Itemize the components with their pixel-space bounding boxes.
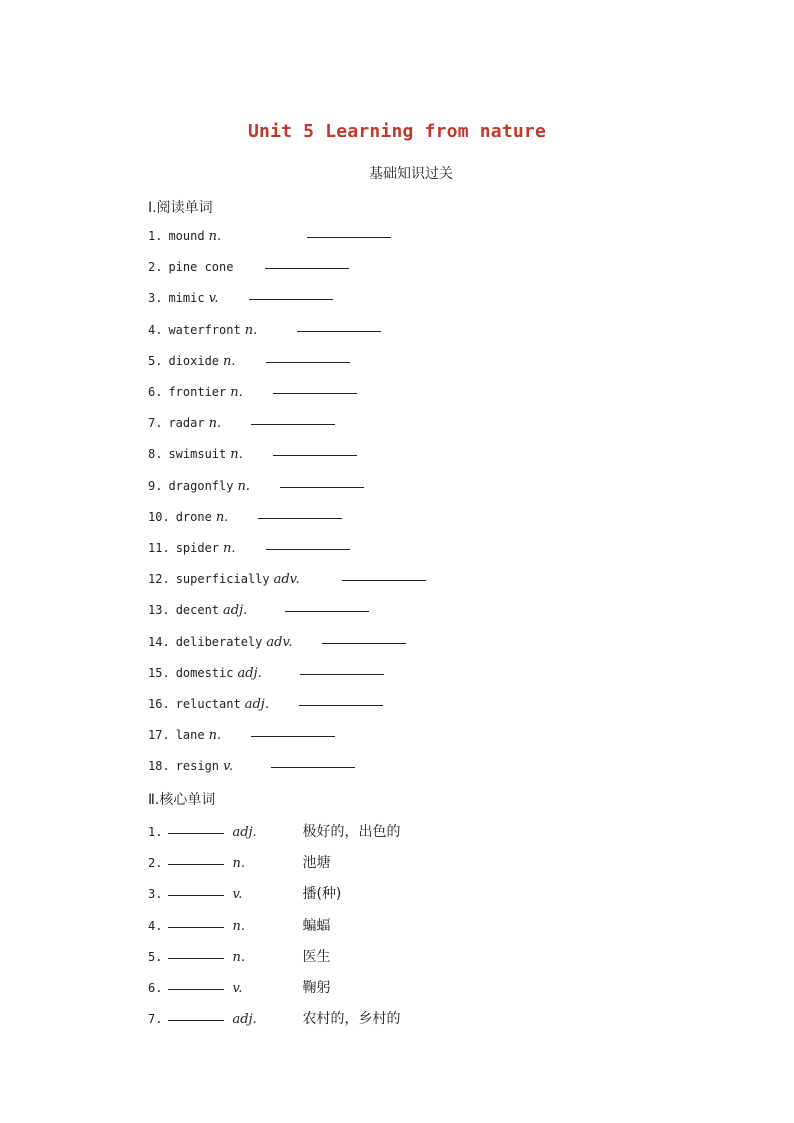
part-of-speech: n. — [230, 447, 243, 463]
part-of-speech: n. — [244, 322, 258, 338]
answer-blank[interactable] — [251, 423, 335, 425]
english-word: lane — [175, 728, 205, 743]
item-number: 5. — [148, 353, 163, 368]
answer-blank[interactable] — [299, 704, 383, 706]
answer-blank[interactable] — [273, 392, 357, 394]
core-word-row — [148, 1008, 400, 1028]
item-number: 4. — [148, 322, 163, 337]
reading-word-row — [148, 510, 342, 530]
part-of-speech: adj. — [232, 825, 257, 840]
part-of-speech: n. — [223, 353, 236, 369]
answer-blank[interactable] — [168, 957, 224, 959]
part-of-speech: adv. — [273, 572, 300, 588]
part-of-speech: v. — [232, 981, 243, 996]
english-word: superficially — [175, 572, 270, 587]
english-word: drone — [175, 509, 212, 524]
reading-word-row — [148, 385, 357, 405]
english-word: domestic — [175, 665, 234, 680]
section1-heading: Ⅰ.阅读单词 — [148, 200, 213, 216]
core-word-row — [148, 883, 341, 903]
part-of-speech: n. — [208, 416, 222, 432]
item-number: 2. — [148, 856, 163, 871]
part-of-speech: adv. — [266, 634, 293, 650]
item-number: 10. — [148, 509, 170, 524]
part-of-speech: v. — [232, 887, 243, 903]
item-number: 12. — [148, 572, 170, 587]
part-of-speech: n. — [208, 728, 222, 744]
english-word: dioxide — [168, 353, 220, 368]
english-word: radar — [168, 416, 205, 431]
item-number: 11. — [148, 541, 170, 555]
item-number: 13. — [148, 603, 170, 618]
core-word-row — [148, 821, 400, 841]
reading-word-row — [148, 291, 333, 311]
reading-word-row — [148, 229, 391, 249]
part-of-speech: n. — [232, 949, 245, 965]
item-number: 7. — [148, 1012, 163, 1027]
reading-word-row — [148, 541, 350, 561]
part-of-speech: n. — [223, 541, 236, 556]
item-number: 3. — [148, 887, 163, 902]
chinese-meaning: 播(种) — [302, 886, 342, 903]
item-number: 17. — [148, 728, 170, 743]
answer-blank[interactable] — [168, 988, 224, 990]
reading-word-row — [148, 603, 369, 623]
english-word: decent — [175, 603, 220, 618]
answer-blank[interactable] — [249, 298, 333, 300]
english-word: deliberately — [175, 634, 263, 649]
answer-blank[interactable] — [168, 894, 224, 896]
reading-word-row — [148, 447, 357, 467]
answer-blank[interactable] — [168, 832, 224, 834]
part-of-speech: n. — [232, 856, 245, 872]
item-number: 8. — [148, 447, 163, 462]
english-word: mound — [168, 229, 205, 243]
answer-blank[interactable] — [273, 454, 357, 456]
reading-word-row — [148, 572, 426, 592]
part-of-speech: n. — [232, 918, 245, 934]
reading-word-row — [148, 759, 355, 779]
reading-word-row — [148, 323, 381, 343]
item-number: 6. — [148, 981, 163, 995]
chinese-meaning: 医生 — [302, 948, 331, 965]
item-number: 15. — [148, 665, 170, 680]
item-number: 3. — [148, 291, 163, 306]
part-of-speech: adj. — [244, 697, 269, 712]
answer-blank[interactable] — [322, 642, 406, 644]
answer-blank[interactable] — [168, 1019, 224, 1021]
english-word: dragonfly — [168, 478, 234, 493]
item-number: 2. — [148, 260, 163, 275]
part-of-speech: n. — [215, 509, 229, 525]
answer-blank[interactable] — [300, 673, 384, 675]
page-title: Unit 5 Learning from nature — [248, 121, 546, 142]
english-word: pine cone — [168, 260, 234, 275]
part-of-speech: n. — [230, 385, 243, 400]
reading-word-row — [148, 479, 364, 499]
answer-blank[interactable] — [297, 330, 381, 332]
reading-word-row — [148, 416, 335, 436]
chinese-meaning: 蝙蝠 — [302, 917, 331, 934]
chinese-meaning: 鞠躬 — [302, 980, 331, 996]
english-word: swimsuit — [168, 447, 227, 462]
core-word-row — [148, 915, 330, 935]
reading-word-row — [148, 697, 383, 717]
answer-blank[interactable] — [266, 548, 350, 550]
core-word-row — [148, 977, 330, 997]
reading-word-row — [148, 635, 406, 655]
item-number: 14. — [148, 634, 170, 649]
item-number: 18. — [148, 759, 170, 774]
answer-blank[interactable] — [258, 517, 342, 519]
item-number: 1. — [148, 229, 163, 243]
item-number: 7. — [148, 416, 163, 431]
part-of-speech: v. — [223, 759, 233, 775]
answer-blank[interactable] — [265, 267, 349, 269]
answer-blank[interactable] — [168, 926, 224, 928]
item-number: 5. — [148, 949, 163, 964]
reading-word-row — [148, 728, 335, 748]
english-word: waterfront — [168, 322, 241, 337]
item-number: 9. — [148, 478, 163, 493]
english-word: resign — [175, 759, 220, 774]
answer-blank[interactable] — [266, 361, 350, 363]
part-of-speech: n. — [237, 478, 250, 494]
english-word: frontier — [168, 385, 227, 399]
part-of-speech: n. — [208, 229, 222, 244]
english-word: spider — [175, 541, 220, 555]
english-word: mimic — [168, 291, 205, 306]
core-word-row — [148, 852, 330, 872]
item-number: 16. — [148, 697, 170, 711]
item-number: 1. — [148, 825, 163, 839]
item-number: 4. — [148, 918, 163, 933]
english-word: reluctant — [175, 697, 241, 711]
section2-heading: Ⅱ.核心单词 — [148, 792, 216, 808]
reading-word-row — [148, 354, 350, 374]
reading-word-row — [148, 666, 384, 686]
answer-blank[interactable] — [307, 236, 391, 238]
part-of-speech: adj. — [237, 665, 262, 681]
part-of-speech: adj. — [223, 603, 248, 619]
section-subtitle: 基础知识过关 — [369, 166, 453, 182]
answer-blank[interactable] — [168, 863, 224, 865]
answer-blank[interactable] — [285, 610, 369, 612]
chinese-meaning: 极好的，出色的 — [302, 824, 401, 840]
core-word-row — [148, 946, 330, 966]
chinese-meaning: 农村的，乡村的 — [302, 1011, 401, 1028]
item-number: 6. — [148, 385, 163, 399]
answer-blank[interactable] — [271, 766, 355, 768]
part-of-speech: v. — [208, 291, 219, 307]
answer-blank[interactable] — [251, 735, 335, 737]
part-of-speech: adj. — [232, 1012, 257, 1028]
chinese-meaning: 池塘 — [302, 855, 331, 872]
answer-blank[interactable] — [280, 486, 364, 488]
reading-word-row — [148, 260, 349, 280]
answer-blank[interactable] — [342, 579, 426, 581]
